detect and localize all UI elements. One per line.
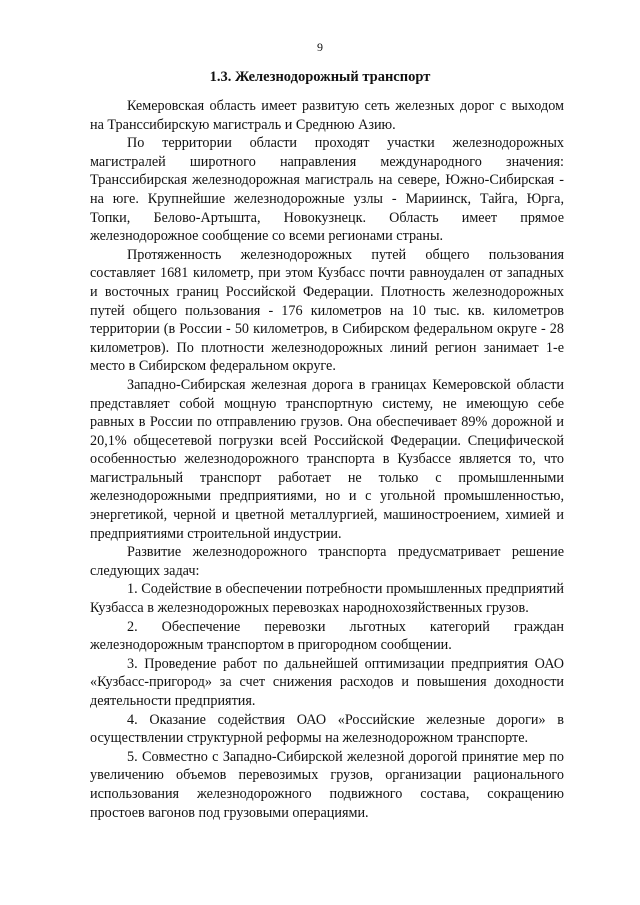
task-item-1: 1. Содействие в обеспечении потребности промышленных предприятий Кузбасса в железнодорожных перевозках народнохозяйственных грузов.: [90, 581, 564, 617]
paragraph-west-siberian-railway: Западно-Сибирская железная дорога в границах Кемеровской области представляет собой мощную транспортную систему, не имеющую себе равных в России по отправлению грузов. Она обеспечивает 89% дорожной и 20,1% общесетевой погрузки всей Российской Федерации. Специфической особенностью железнодорожного транспорта в Кузбассе является то, что магистральный транспорт работает не только с промышленными железнодорожными предприятиями, но и с угольной промышленностью, энергетикой, черной и цветной металлургией, машиностроением, химией и предприятиями строительной индустрии.: [90, 376, 564, 542]
page-number: 9: [317, 40, 323, 54]
paragraph-density: Протяженность железнодорожных путей общего пользования составляет 1681 километр, при этом Кузбасс почти равноудален от западных и восточных границ Российской Федерации. Плотность железнодорожных путей общего пользования - 176 километров на 10 тыс. кв. километров территории (в России - 50 километров, в Сибирском федеральном округе - 28 километров). По плотности железнодорожных линий регион занимает 1-е место в Сибирском федеральном округе.: [90, 246, 564, 375]
task-item-2: 2. Обеспечение перевозки льготных категорий граждан железнодорожным транспортом в пригородном сообщении.: [90, 618, 564, 654]
task-item-3: 3. Проведение работ по дальнейшей оптимизации предприятия ОАО «Кузбасс-пригород» за счет снижения расходов и повышения доходности деятельности предприятия.: [90, 655, 564, 709]
section-title: 1.3. Железнодорожный транспорт: [209, 69, 431, 85]
paragraph-mainlines: По территории области проходят участки железнодорожных магистралей широтного направления международного значения: Транссибирская железнодорожная магистраль на севере, Южно-Сибирская - на юге. Крупнейшие железнодорожные узлы - Мариинск, Тайга, Юрга, Топки, Белово-Артышта, Новокузнецк. Область имеет прямое железнодорожное сообщение со всеми регионами страны.: [90, 135, 564, 245]
task-item-4: 4. Оказание содействия ОАО «Российские железные дороги» в осуществлении структурной реформы на железнодорожном транспорте.: [90, 711, 564, 747]
paragraph-tasks-intro: Развитие железнодорожного транспорта предусматривает решение следующих задач:: [90, 544, 564, 579]
body-text: [90, 97, 564, 822]
paragraph-intro: Кемеровская область имеет развитую сеть железных дорог с выходом на Транссибирскую магистраль и Среднюю Азию.: [90, 98, 564, 133]
task-item-5: 5. Совместно с Западно-Сибирской железной дорогой принятие мер по увеличению объемов перевозимых грузов, организации рационального использования железнодорожного подвижного состава, сокращению простоев вагонов под грузовыми операциями.: [90, 748, 564, 821]
